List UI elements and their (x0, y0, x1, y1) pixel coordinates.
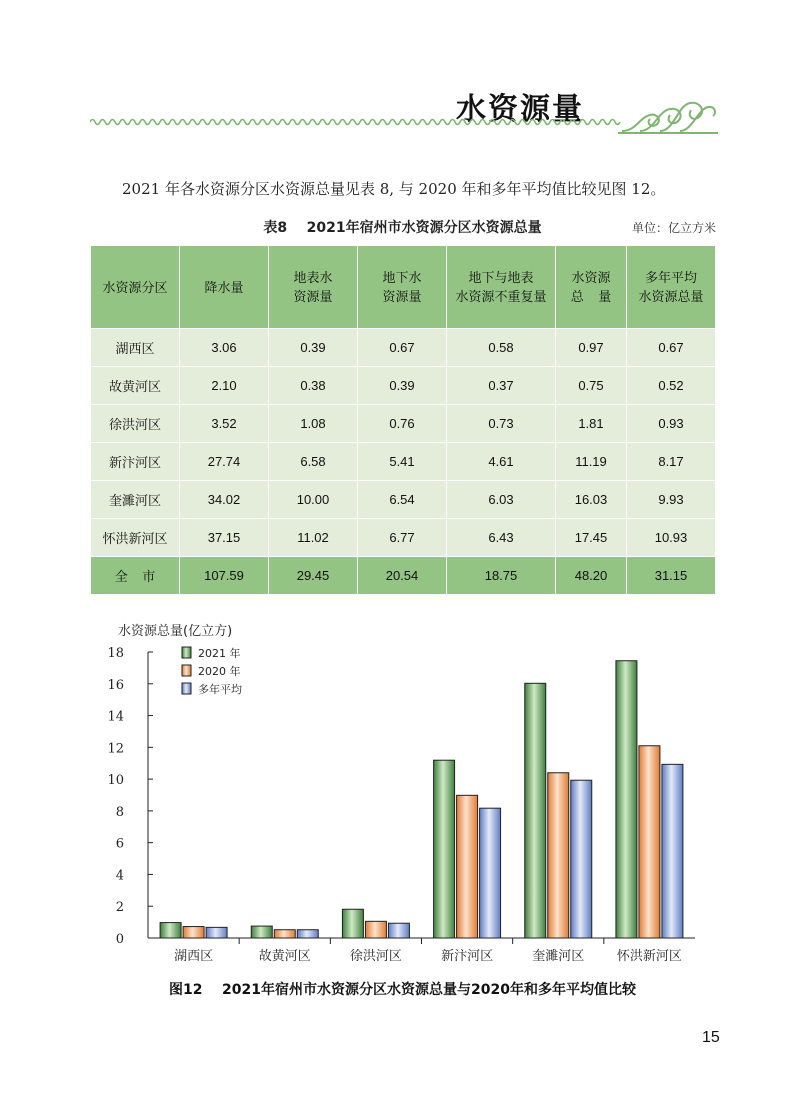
table-cell: 37.15 (180, 519, 269, 557)
bar-0 (525, 683, 546, 938)
bar-2 (388, 923, 409, 938)
legend-label: 2020 年 (198, 665, 241, 678)
y-tick-label: 12 (107, 741, 124, 757)
legend-swatch (182, 683, 191, 694)
y-tick-label: 2 (115, 900, 124, 916)
header-cell: 水资源 总 量 (556, 246, 627, 329)
table-cell: 6.43 (447, 519, 556, 557)
header-cell: 地下水 资源量 (358, 246, 447, 329)
table-cell: 6.54 (358, 481, 447, 519)
page-title: 水资源量 (456, 92, 584, 127)
table-cell: 1.08 (269, 405, 358, 443)
table-cell: 0.38 (269, 367, 358, 405)
bar-0 (434, 760, 455, 938)
table-cell: 34.02 (180, 481, 269, 519)
chart-y-axis-label: 水资源总量(亿立方) (118, 624, 233, 639)
bar-1 (274, 930, 295, 938)
table-cell: 0.67 (358, 329, 447, 367)
header-cell: 水资源分区 (91, 246, 180, 329)
table-cell: 10.00 (269, 481, 358, 519)
x-tick-label: 新汴河区 (441, 949, 494, 964)
table-cell: 29.45 (269, 557, 358, 595)
table-cell: 0.37 (447, 367, 556, 405)
table-cell: 徐洪河区 (91, 405, 180, 443)
bar-0 (616, 661, 637, 938)
table-cell: 奎濉河区 (91, 481, 180, 519)
y-tick-label: 4 (115, 868, 124, 884)
y-tick-label: 18 (107, 646, 124, 661)
table-cell: 0.39 (358, 367, 447, 405)
header-cell: 降水量 (180, 246, 269, 329)
table-cell: 31.15 (627, 557, 716, 595)
x-tick-label: 怀洪新河区 (616, 949, 682, 964)
bar-2 (480, 808, 501, 938)
x-tick-label: 湖西区 (174, 949, 214, 964)
y-tick-label: 0 (115, 932, 124, 947)
table-unit: 单位：亿立方米 (632, 221, 717, 235)
bar-2 (297, 930, 318, 938)
table-cell: 6.58 (269, 443, 358, 481)
y-tick-label: 14 (107, 709, 124, 725)
table-cell: 27.74 (180, 443, 269, 481)
table-cell: 故黄河区 (91, 367, 180, 405)
table-cell: 0.39 (269, 329, 358, 367)
table-caption: 表8 2021年宿州市水资源分区水资源总量 (263, 220, 542, 236)
table-cell: 8.17 (627, 443, 716, 481)
table-cell: 107.59 (180, 557, 269, 595)
table-cell: 16.03 (556, 481, 627, 519)
x-tick-label: 徐洪河区 (349, 949, 402, 964)
figure-caption: 图12 2021年宿州市水资源分区水资源总量与2020年和多年平均值比较 (169, 982, 636, 998)
bar-0 (251, 926, 272, 938)
y-tick-label: 10 (107, 773, 124, 789)
table-cell: 新汴河区 (91, 443, 180, 481)
legend-swatch (182, 647, 191, 658)
page-number: 15 (702, 1029, 720, 1046)
table-cell: 0.52 (627, 367, 716, 405)
y-tick-label: 8 (115, 804, 124, 820)
table-cell: 6.77 (358, 519, 447, 557)
table-cell: 6.03 (447, 481, 556, 519)
x-tick-label: 奎濉河区 (532, 949, 585, 964)
bar-2 (571, 780, 592, 938)
table-cell: 3.52 (180, 405, 269, 443)
table-cell: 20.54 (358, 557, 447, 595)
table-cell: 10.93 (627, 519, 716, 557)
table-cell: 怀洪新河区 (91, 519, 180, 557)
header-cell: 地下与地表 水资源不重复量 (447, 246, 556, 329)
bar-1 (457, 795, 478, 938)
bar-1 (183, 927, 204, 938)
header-cell: 多年平均 水资源总量 (627, 246, 716, 329)
legend-swatch (182, 665, 191, 676)
table-cell: 1.81 (556, 405, 627, 443)
table-cell: 0.73 (447, 405, 556, 443)
y-tick-label: 6 (115, 836, 124, 852)
table-cell: 5.41 (358, 443, 447, 481)
intro-paragraph: 2021 年各水资源分区水资源总量见表 8, 与 2020 年和多年平均值比较见图 12。 (122, 180, 666, 198)
table-cell: 0.58 (447, 329, 556, 367)
table-cell: 18.75 (447, 557, 556, 595)
bar-2 (206, 927, 227, 938)
bar-0 (160, 923, 181, 938)
table-cell: 湖西区 (91, 329, 180, 367)
y-tick-label: 16 (107, 677, 124, 693)
table-cell: 48.20 (556, 557, 627, 595)
table-cell: 11.19 (556, 443, 627, 481)
legend-label: 多年平均 (198, 683, 242, 696)
table-cell: 0.67 (627, 329, 716, 367)
legend-label: 2021 年 (198, 647, 241, 660)
table-cell: 0.76 (358, 405, 447, 443)
table-cell: 9.93 (627, 481, 716, 519)
table-cell: 17.45 (556, 519, 627, 557)
bar-1 (548, 773, 569, 938)
table-cell: 3.06 (180, 329, 269, 367)
bar-1 (639, 746, 660, 938)
table-cell: 0.97 (556, 329, 627, 367)
table-cell: 全 市 (91, 557, 180, 595)
table-cell: 11.02 (269, 519, 358, 557)
header-cell: 地表水 资源量 (269, 246, 358, 329)
table-cell: 0.93 (627, 405, 716, 443)
table-cell: 4.61 (447, 443, 556, 481)
table-cell: 0.75 (556, 367, 627, 405)
x-tick-label: 故黄河区 (258, 949, 311, 964)
bar-0 (342, 909, 363, 938)
table-cell: 2.10 (180, 367, 269, 405)
bar-2 (662, 764, 683, 938)
bar-1 (365, 921, 386, 938)
